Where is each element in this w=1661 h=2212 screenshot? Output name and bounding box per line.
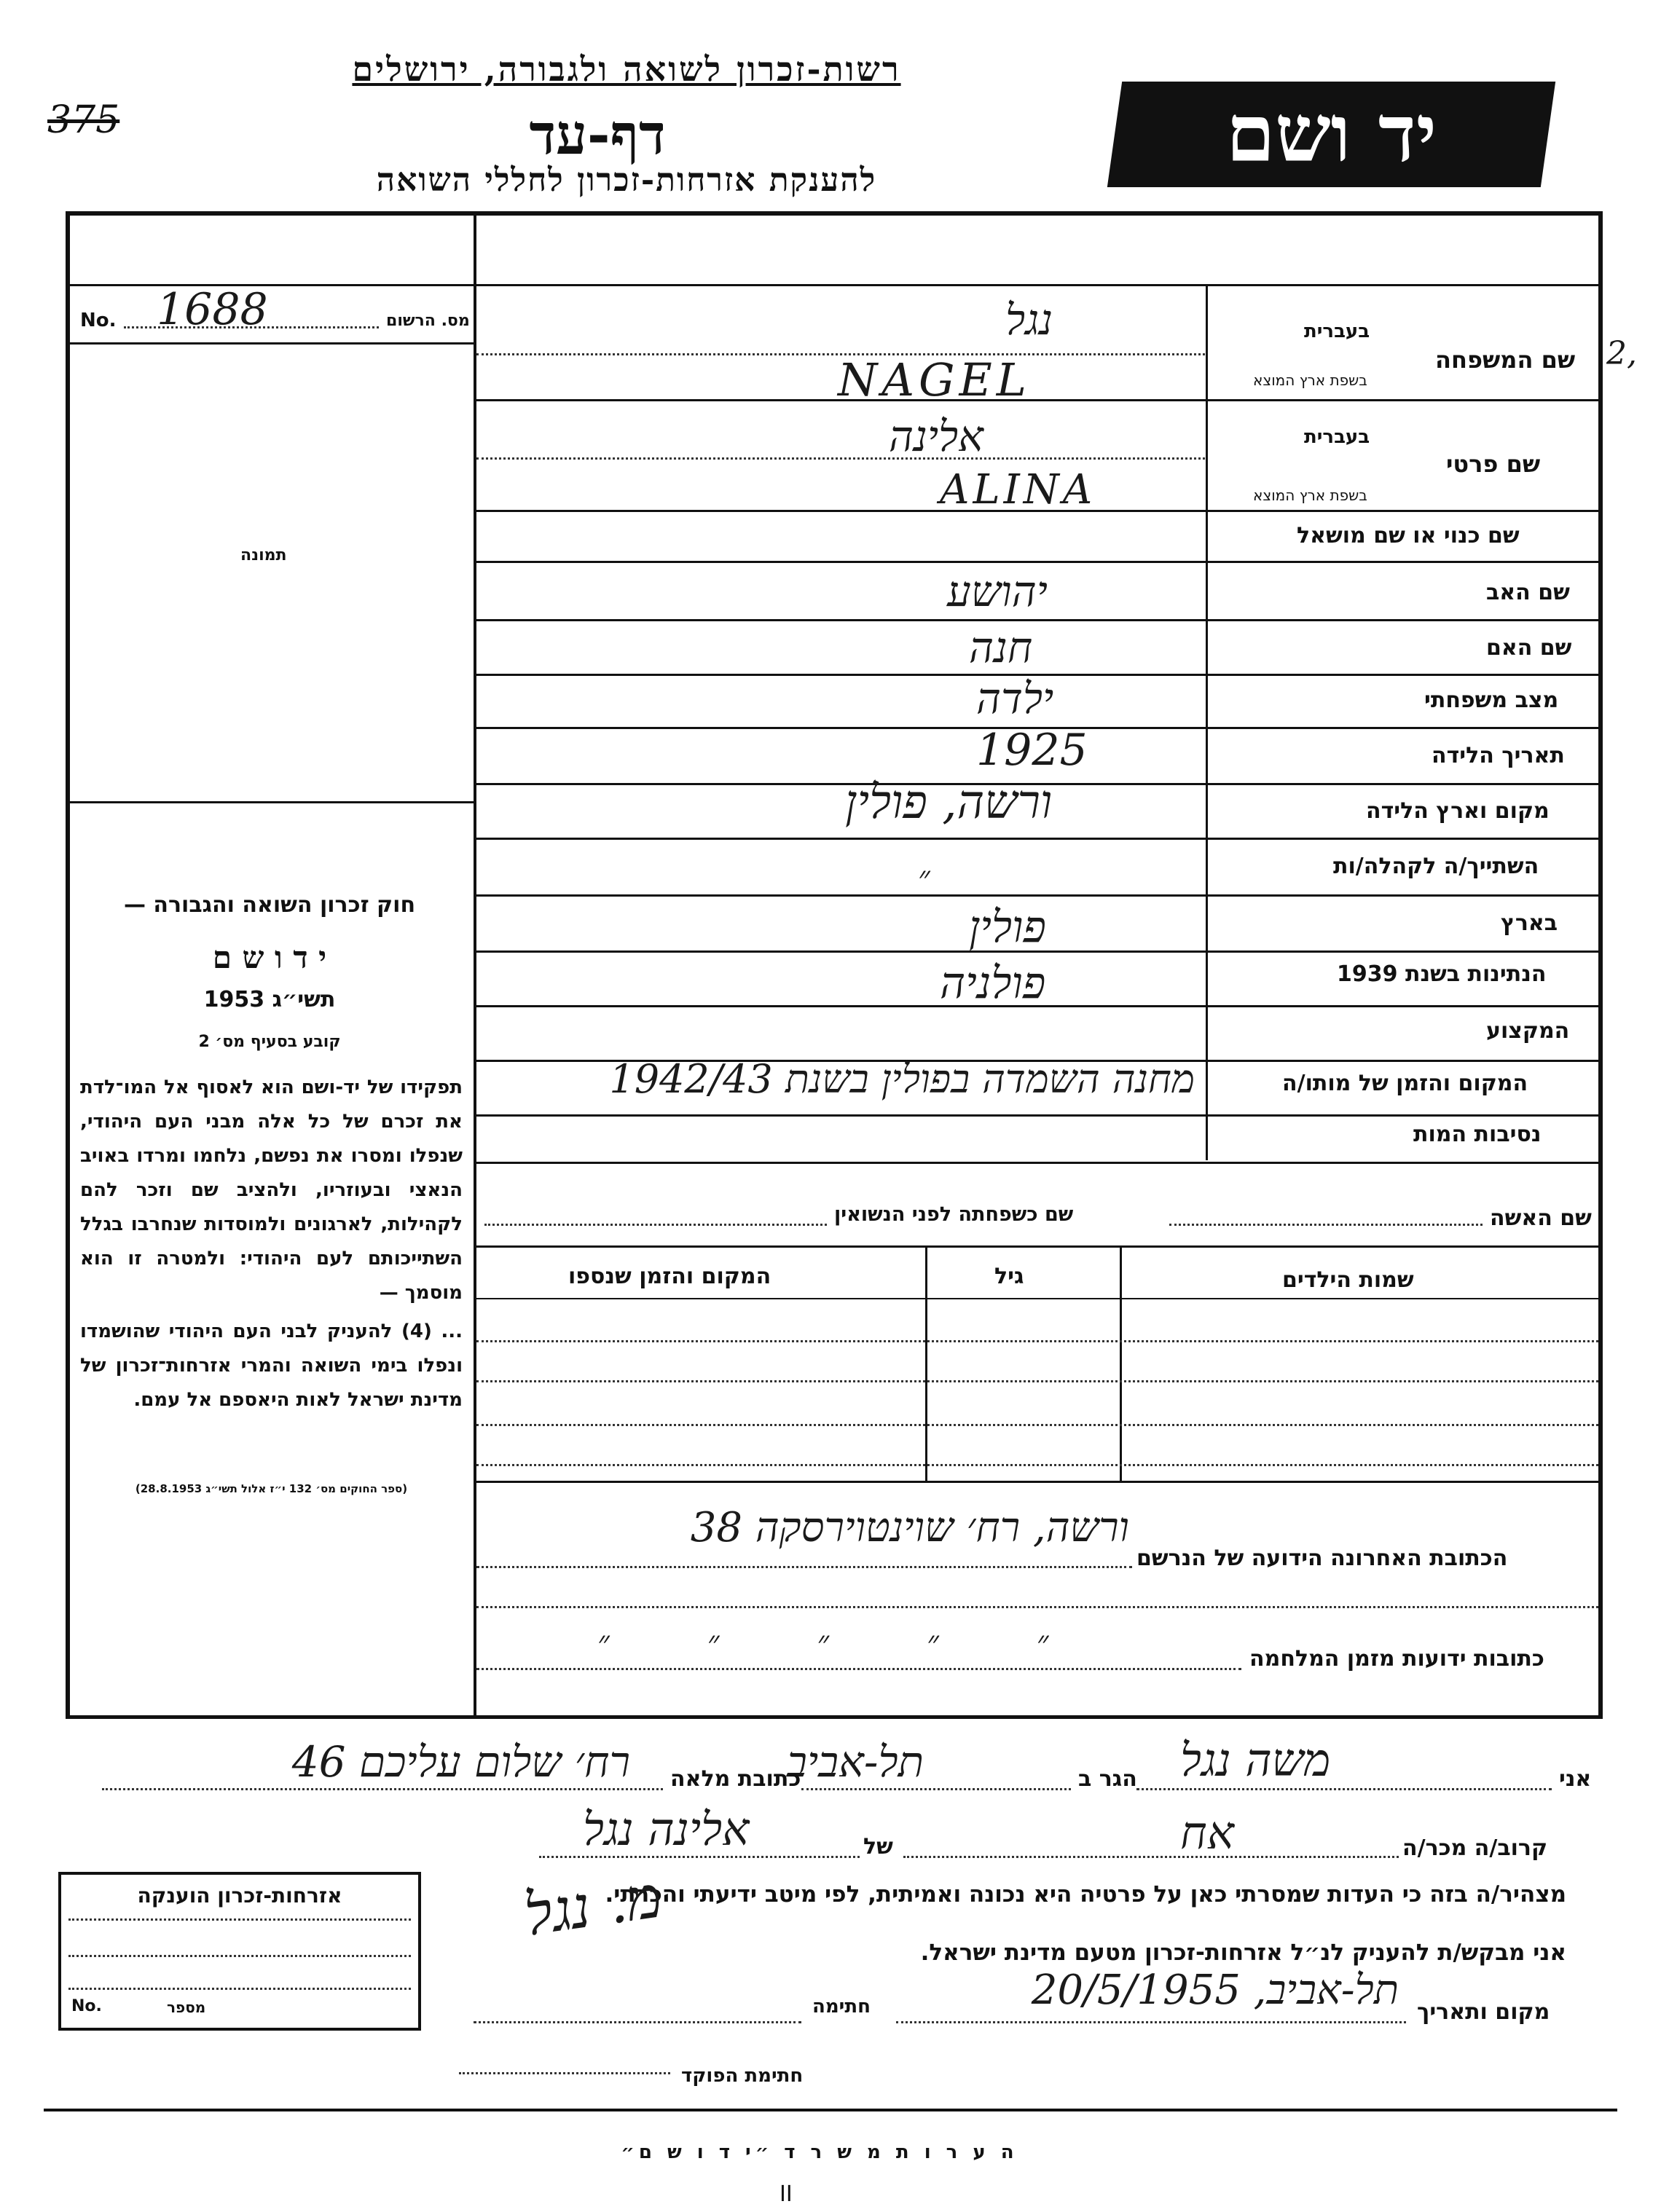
photo-label: תמונה [240, 546, 287, 564]
registration-label: מס. הרשום [386, 312, 470, 330]
country-label: בארץ [1501, 910, 1558, 936]
war-addresses-label: כתובות ידועות מזמן המלחמה [1249, 1646, 1544, 1672]
firstname-label: שם פרטי [1446, 450, 1541, 478]
law-year: תשי״ג 1953 [203, 987, 336, 1012]
law-title: חוק זכרון השואה והגבורה — [123, 892, 416, 918]
alias-label: שם כנוי או שם מושאל [1297, 523, 1520, 548]
declaration-statement: מצהיר/ה בזה כי העדות שמסרתי כאן על פרטיה היא נכונה ואמיתית, לפי מיטב ידיעתי והכרתי. [605, 1881, 1566, 1908]
side-mark: 2, [1606, 335, 1637, 372]
declaration-request: אני מבקש/ת להעניק לנ״ל אזרחות-זכרון מטעם מדינת ישראל. [920, 1940, 1566, 1966]
firstname-sub-hebrew: בעברית [1304, 426, 1370, 448]
declarant-city: תל-אביב [787, 1737, 924, 1787]
community-value: ״ [918, 859, 930, 897]
resides-label: הגר ב [1078, 1766, 1137, 1792]
birth-date-value: 1925 [976, 725, 1088, 776]
birth-date-label: תאריך הלידה [1432, 743, 1565, 768]
birth-place-label: מקום וארץ הלידה [1366, 798, 1550, 824]
father-name-value: יהושע [947, 567, 1048, 616]
firstname-hebrew-value: אלינה [889, 412, 983, 461]
marital-status-value: ילדה [976, 674, 1054, 723]
father-name-label: שם האב [1486, 580, 1570, 605]
surname-sub-origin: בשפת ארץ המוצא [1253, 371, 1367, 389]
declarant-address: רח׳ שלום עליכם 46 [291, 1737, 630, 1787]
signature-label: חתימה [812, 1996, 871, 2018]
law-clause: קובע בסעיף מס׳ 2 [198, 1033, 341, 1051]
citizenship-number-label: מספר [167, 1999, 206, 2016]
marital-status-label: מצב משפחתי [1424, 688, 1559, 713]
wife-name-label: שם האשה [1490, 1205, 1592, 1231]
surname-sub-hebrew: בעברית [1304, 320, 1370, 342]
mother-name-value: חנה [969, 623, 1033, 672]
corner-mark: 375 [47, 98, 120, 142]
surname-hebrew-value: נגל [1005, 295, 1053, 345]
children-names-header: שמות הילדים [1282, 1267, 1414, 1293]
children-age-header: גיל [994, 1264, 1024, 1289]
citizenship-1939-label: הנתינות בשנת 1939 [1337, 961, 1547, 987]
relative-name: אלינה נגל [583, 1803, 750, 1856]
death-place-time-value: מחנה השמדה בפולין בשנת 1942/43 [609, 1056, 1195, 1102]
authority-title: רשות-זכרון לשואה ולגבורה, ירושלים [352, 50, 901, 89]
profession-label: המקצוע [1486, 1018, 1570, 1044]
page-mark: II [780, 2181, 793, 2207]
yad-vashem-logo [1107, 82, 1555, 187]
firstname-origin-value: ALINA [940, 466, 1096, 513]
community-label: השתייך/ה לקהלה/ות [1333, 854, 1539, 879]
law-paragraph-1: תפקידו של יד-ושם הוא לאסוף אל המו־לדת את זכרם של כל אלה מבני העם היהודי, שנפלו ומסרו את נפשם, נלחמו ומרדו באויב הנאצי ובעוזריו, ולהציב שם וזכר להם לקהילות, לארגונים ולמוסדות שנחרבו בגלל השתייכותם לעם היהודי: ולמטרה זו הוא מוסמך — [80, 1077, 463, 1304]
relation-value: אח [1180, 1806, 1234, 1859]
form-title: דף-עד [529, 102, 666, 167]
logo-text: יד ושם [1225, 88, 1437, 180]
law-paragraph-2: ... (4) להעניק לבני העם היהודי שהושמדו ונפלו בימי השואה והמרי אזרחות־זכרון של מדינת ישראל לאות היאספם אל עמם. [80, 1320, 463, 1411]
declarant-signature: מ. נגל [520, 1862, 666, 1949]
law-reference: (ספר החוקים מס׳ 132 י״ז אלול תשי״ג 28.8.1953) [135, 1482, 408, 1495]
wife-maiden-label: שם כשפחתה לפני הנשואין [834, 1203, 1074, 1226]
surname-origin-value: NAGEL [838, 353, 1031, 406]
declaration-ani: אני [1559, 1766, 1592, 1792]
death-place-time-label: המקום והזמן של מותו/ה [1282, 1071, 1528, 1096]
citizenship-1939-value: פולניה [940, 958, 1046, 1009]
citizenship-box [58, 1872, 421, 2031]
place-date-value: תל-אביב, 20/5/1955 [1031, 1967, 1399, 2014]
officer-signature-label: חתימת הפוקד [681, 2065, 804, 2087]
declarant-name: משה נגל [1180, 1733, 1331, 1787]
country-value: פולין [969, 902, 1046, 953]
last-address-value: ורשה, רח׳ שוינטוירסקה 38 [690, 1504, 1129, 1551]
citizenship-no-label: No. [71, 1997, 102, 2015]
death-circumstances-label: נסיבות המות [1413, 1122, 1542, 1147]
surname-label: שם המשפחה [1435, 346, 1576, 374]
citizenship-box-title: אזרחות-זכרון הוענקה [137, 1884, 342, 1908]
last-address-label: הכתובת האחרונה הידועה של הנרשם [1136, 1546, 1508, 1571]
full-address-label: כתובת מלאה [670, 1766, 801, 1792]
war-addresses-value: ״ ״ ״ ״ ״ [597, 1624, 1093, 1661]
place-date-label: מקום ותאריך [1417, 1999, 1550, 2025]
no-label: No. [80, 310, 117, 331]
mother-name-label: שם האם [1486, 635, 1572, 661]
law-name: י ד ו ש ם [212, 940, 327, 975]
firstname-sub-origin: בשפת ארץ המוצא [1253, 487, 1367, 504]
birth-place-value: ורשה, פולין [845, 776, 1053, 830]
of-label: של [863, 1834, 893, 1859]
form-subtitle: להענקת אזרחות-זכרון לחללי השואה [376, 162, 877, 199]
children-place-header: המקום והזמן שנספו [568, 1264, 771, 1289]
relation-label: קרוב/ה מכר/ה [1402, 1835, 1548, 1861]
footer-notes: ה ע ר ו ת מ ש ר ד ״י ד ו ש ם״ [621, 2141, 1018, 2163]
registration-number: 1688 [157, 284, 268, 335]
